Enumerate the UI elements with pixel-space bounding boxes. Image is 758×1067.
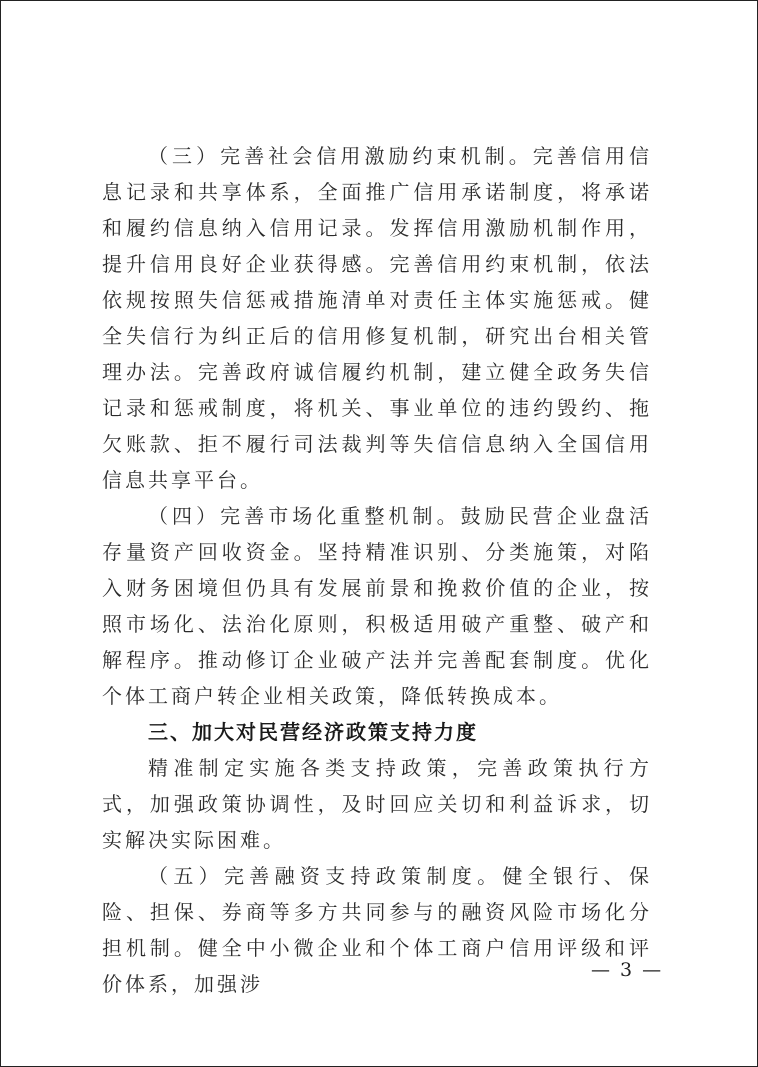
section-heading: 三、加大对民营经济政策支持力度	[148, 720, 478, 744]
document-body	[102, 138, 652, 1002]
paragraph-restructuring-mechanism: （四）完善市场化重整机制。鼓励民营企业盘活存量资产回收资金。坚持精准识别、分类施策，对陷入财务困境但仍具有发展前景和挽救价值的企业，按照市场化、法治化原则，积极适用破产重整、破产和解程序。推动修订企业破产法并完善配套制度。优化个体工商户转企业相关政策，降低转换成本。	[102, 504, 652, 708]
page-number: — 3 —	[591, 959, 664, 981]
paragraph-financing-support: （五）完善融资支持政策制度。健全银行、保险、担保、券商等多方共同参与的融资风险市场化分担机制。健全中小微企业和个体工商户信用评级和评价体系，加强涉	[102, 864, 652, 996]
paragraph-credit-mechanism: （三）完善社会信用激励约束机制。完善信用信息记录和共享体系，全面推广信用承诺制度，将承诺和履约信息纳入信用记录。发挥信用激励机制作用，提升信用良好企业获得感。完善信用约束机制，依法依规按照失信惩戒措施清单对责任主体实施惩戒。健全失信行为纠正后的信用修复机制，研究出台相关管理办法。完善政府诚信履约机制，建立健全政务失信记录和惩戒制度，将机关、事业单位的违约毁约、拖欠账款、拒不履行司法裁判等失信信息纳入全国信用信息共享平台。	[102, 144, 652, 492]
paragraph-policy-intro: 精准制定实施各类支持政策，完善政策执行方式，加强政策协调性，及时回应关切和利益诉求，切实解决实际困难。	[102, 756, 652, 852]
